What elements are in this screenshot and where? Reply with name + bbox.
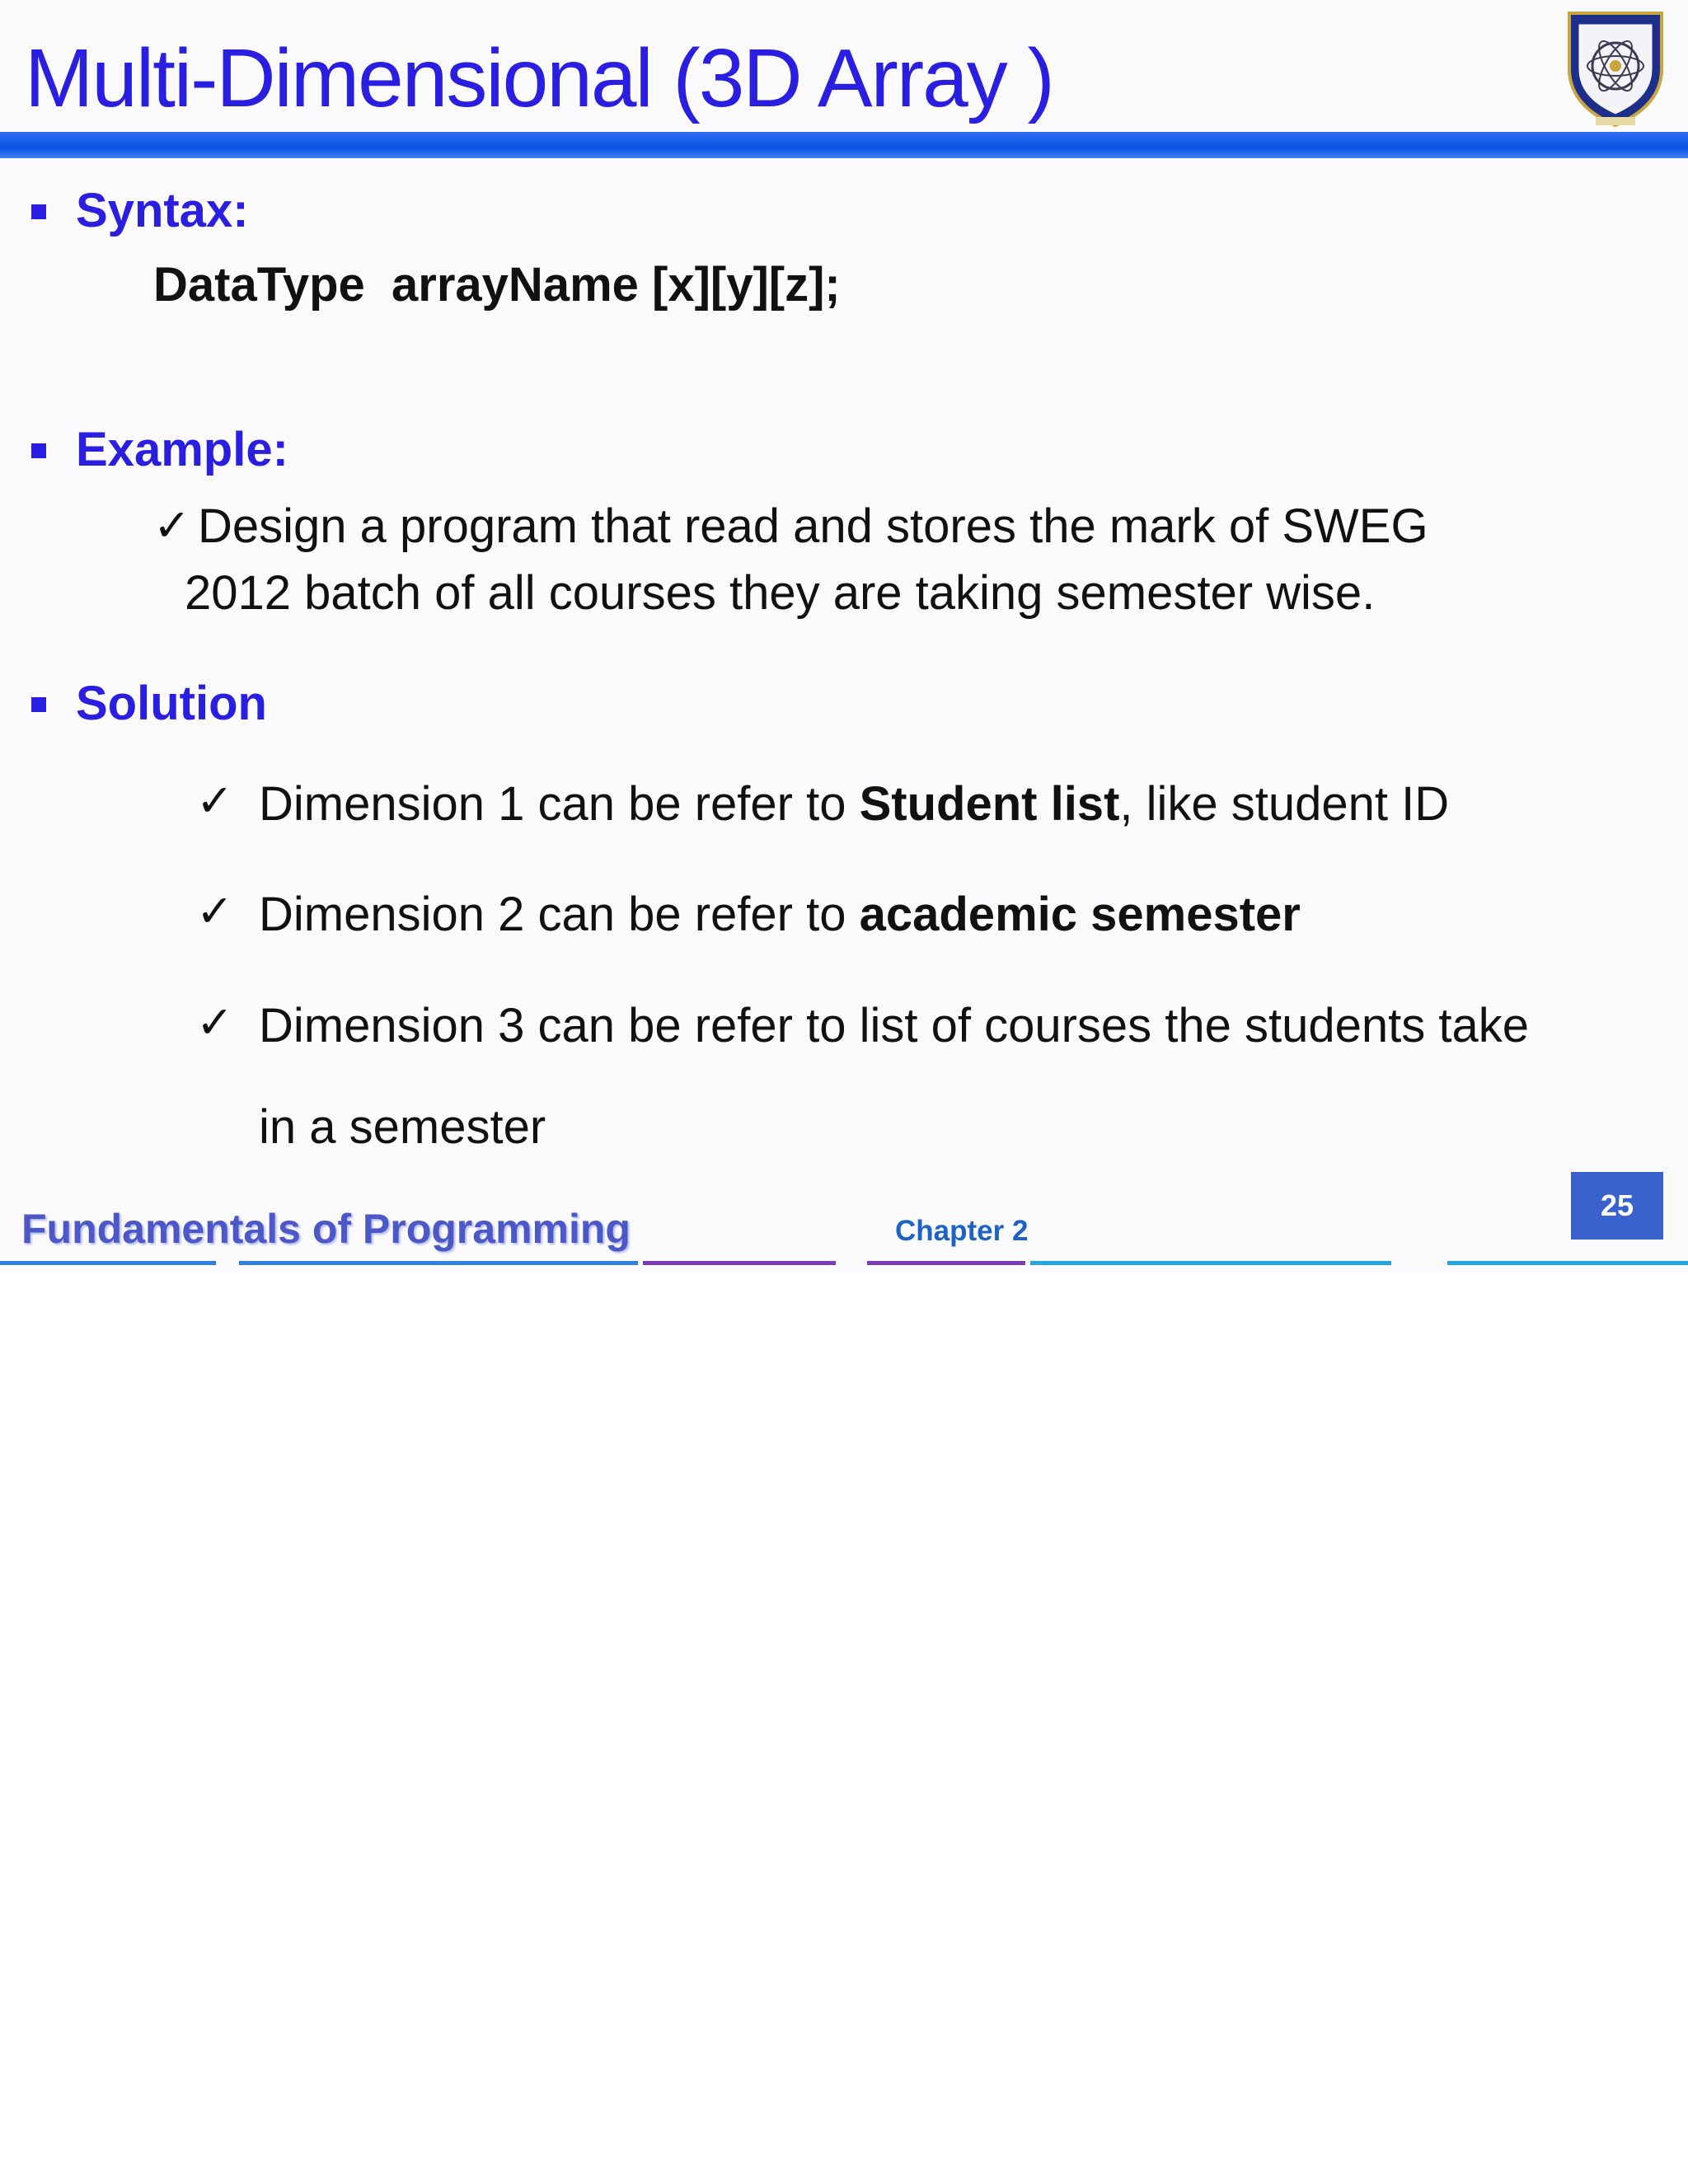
square-bullet-icon [31,443,46,458]
checkmark-icon: ✓ [196,996,234,1048]
square-bullet-icon [31,697,46,712]
syntax-heading: Syntax: [76,184,249,237]
solution-item-1-text: Dimension 1 can be refer to [259,777,860,831]
example-text-line1: Design a program that read and stores the mark of SWEG [198,499,1428,553]
solution-item-3-text: Dimension 3 can be refer to list of courses the students take [259,999,1530,1052]
university-seal-logo [1559,5,1672,129]
example-heading: Example: [76,423,288,476]
square-bullet-icon [31,204,46,219]
page-number-badge: 25 [1571,1172,1663,1240]
example-text-line2: 2012 batch of all courses they are taking semester wise. [185,566,1376,620]
solution-item-2 [259,887,1301,942]
footer-line [0,1261,216,1265]
solution-item-1-tail: , like student ID [1119,777,1450,831]
slide-title: Multi-Dimensional (3D Array ) [25,32,1053,124]
checkmark-icon: ✓ [196,885,234,937]
solution-item-1 [259,776,1449,832]
solution-heading: Solution [76,677,267,730]
syntax-code: DataType arrayName [x][y][z]; [153,258,841,312]
footer-line [1030,1261,1391,1265]
solution-item-3-line2: in a semester [259,1100,546,1154]
footer-line [643,1261,836,1265]
checkmark-icon: ✓ [153,499,191,551]
footer-chapter: Chapter 2 [895,1215,1029,1247]
footer-course-title: Fundamentals of Programming [21,1206,631,1252]
solution-item-3 [259,998,1529,1053]
footer-line [867,1261,1025,1265]
title-underline-bar [0,132,1688,158]
footer-line [1447,1261,1688,1265]
solution-item-2-bold: academic semester [859,888,1301,941]
solution-item-2-text: Dimension 2 can be refer to [259,888,860,941]
solution-item-1-bold: Student list [859,777,1120,831]
checkmark-icon: ✓ [196,775,234,827]
footer-line [239,1261,638,1265]
blank-page-area [0,1273,1688,2184]
